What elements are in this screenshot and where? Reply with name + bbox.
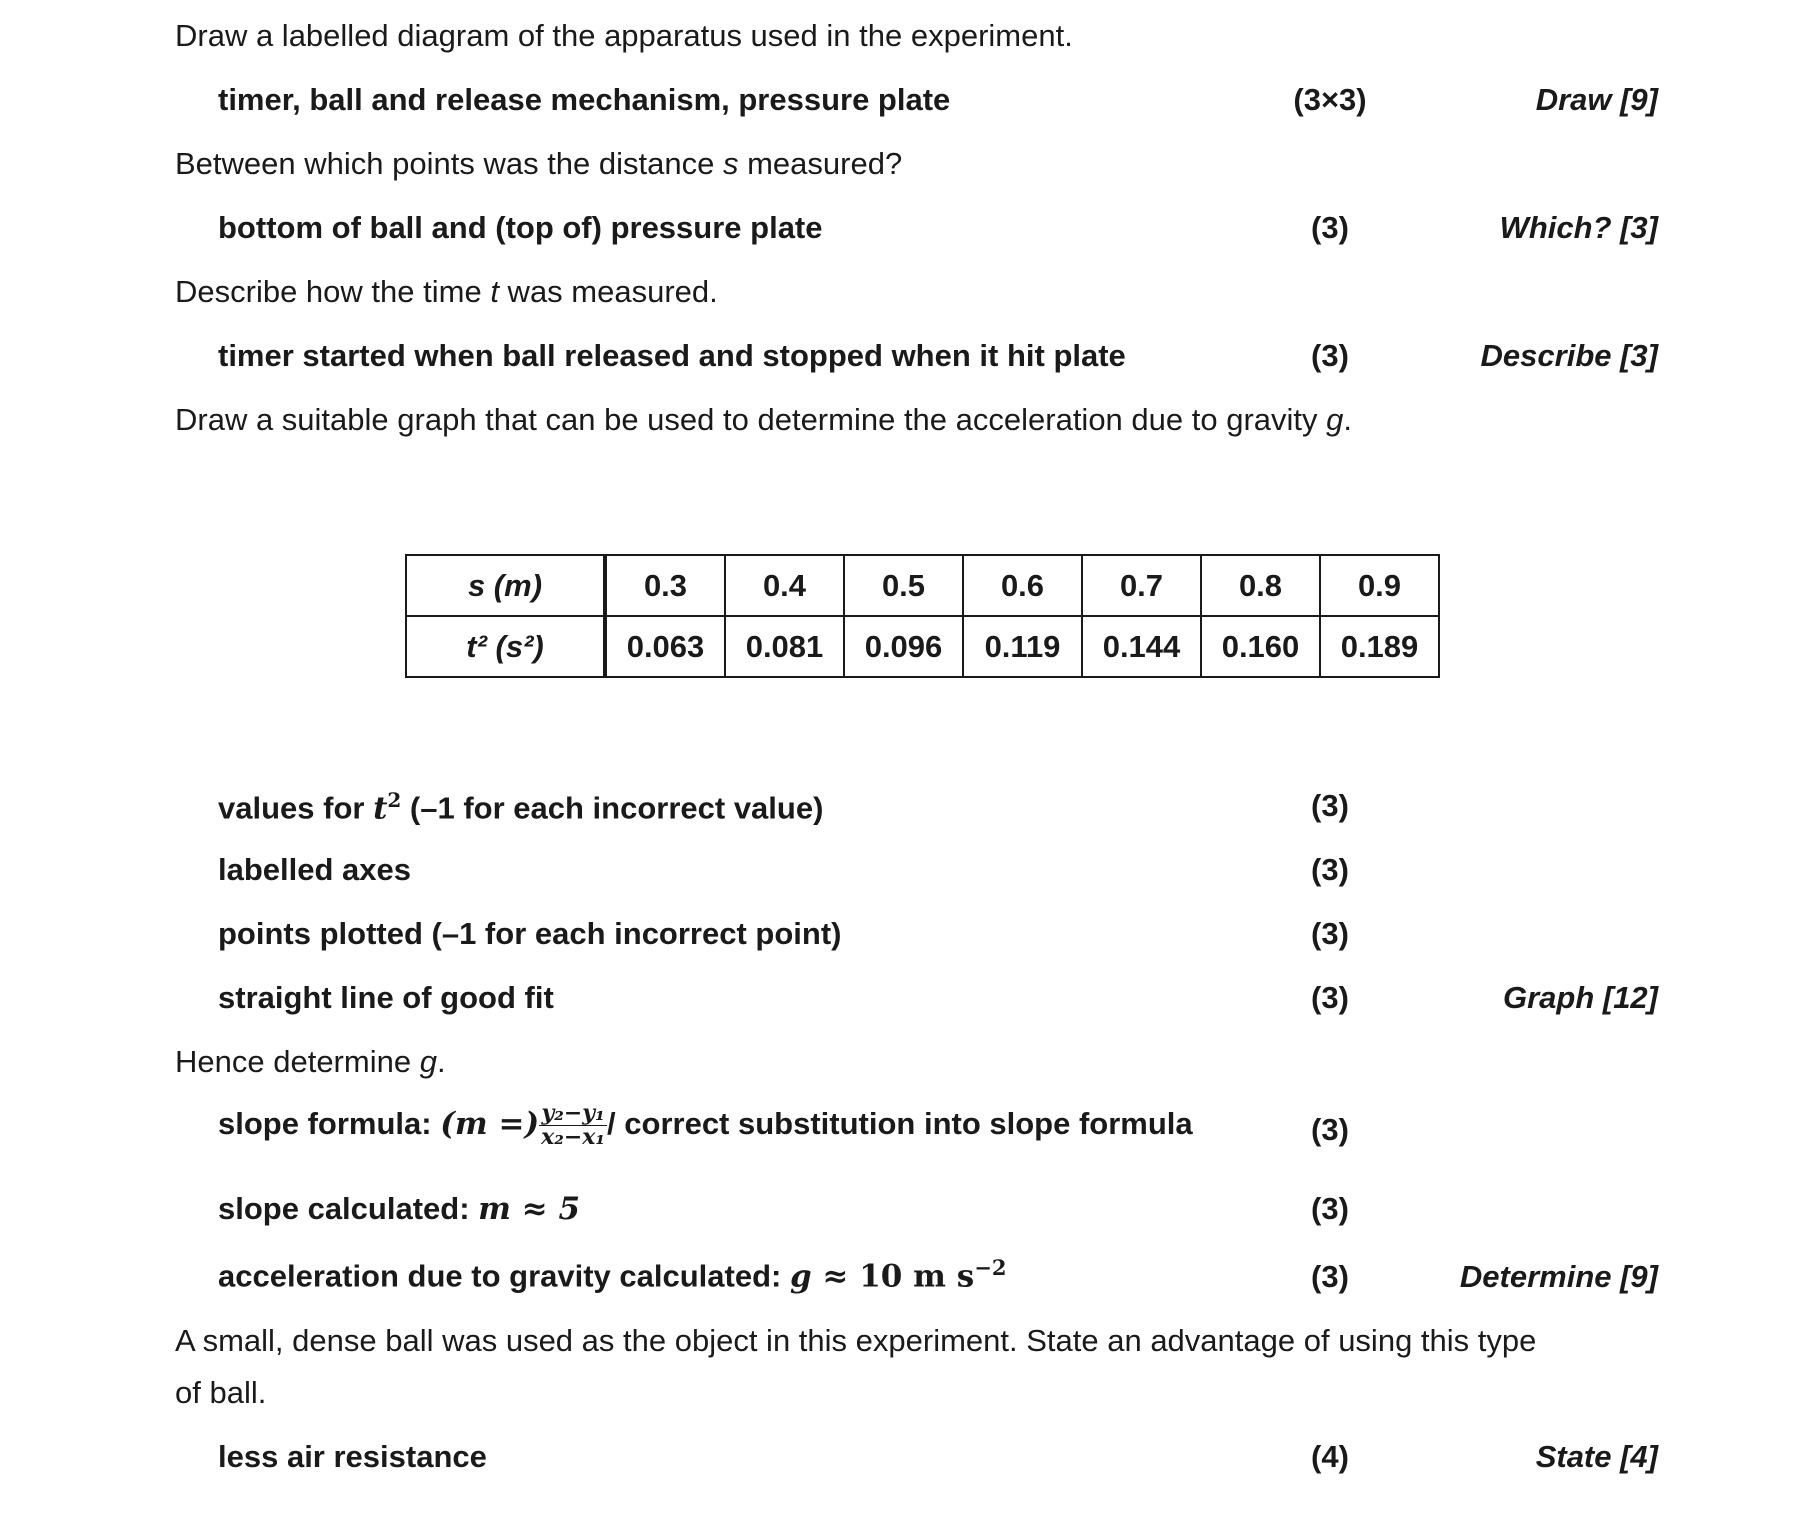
- answer-6-marks: (4): [1311, 1439, 1349, 1474]
- answer-2-marks: (3): [1311, 210, 1349, 245]
- question-5: Hence determine g.: [175, 1044, 446, 1079]
- answer-5-slope-formula-marks: (3): [1311, 1112, 1349, 1147]
- answer-4-points: points plotted (–1 for each incorrect point): [218, 916, 842, 951]
- answer-4-axes: labelled axes: [218, 852, 412, 887]
- answer-5-total: Determine [9]: [1459, 1259, 1658, 1294]
- table-cell: 0.4: [725, 555, 844, 616]
- answer-5-slope-calc: slope calculated: m ≈ 5: [218, 1191, 581, 1227]
- question-6-line-2: of ball.: [175, 1375, 267, 1410]
- answer-4-points-marks: (3): [1311, 916, 1349, 951]
- question-4: Draw a suitable graph that can be used to determine the acceleration due to gravity g.: [175, 402, 1353, 437]
- answer-2-total: Which? [3]: [1499, 210, 1658, 245]
- answer-6: less air resistance: [218, 1439, 487, 1474]
- question-6-line-1: A small, dense ball was used as the object in this experiment. State an advantage of using this type: [175, 1323, 1537, 1358]
- answer-4-line-marks: (3): [1311, 980, 1349, 1015]
- answer-1-marks: (3×3): [1293, 82, 1367, 117]
- answer-4-total: Graph [12]: [1502, 980, 1658, 1015]
- table-cell: 0.5: [844, 555, 963, 616]
- table-cell: 0.3: [605, 555, 725, 616]
- table-cell: 0.096: [844, 616, 963, 677]
- answer-2: bottom of ball and (top of) pressure plate: [218, 210, 823, 245]
- table-cell: 0.6: [963, 555, 1082, 616]
- question-2: Between which points was the distance s measured?: [175, 146, 903, 181]
- answer-3: timer started when ball released and stopped when it hit plate: [218, 338, 1126, 373]
- table-header-s: s (m): [406, 555, 605, 616]
- answer-4-values-marks: (3): [1311, 788, 1349, 823]
- table-cell: 0.8: [1201, 555, 1320, 616]
- table-cell: 0.144: [1082, 616, 1201, 677]
- answer-6-total: State [4]: [1535, 1439, 1658, 1474]
- question-3: Describe how the time t was measured.: [175, 274, 718, 309]
- answer-3-marks: (3): [1311, 338, 1349, 373]
- answer-1-total: Draw [9]: [1535, 82, 1658, 117]
- answer-4-values: values for $t^2$ (–1 for each incorrect value): [218, 788, 824, 827]
- answer-5-g-calc-marks: (3): [1311, 1259, 1349, 1294]
- data-table: [405, 554, 1440, 678]
- table-cell: 0.7: [1082, 555, 1201, 616]
- table-row-t2: [406, 616, 1439, 677]
- answer-4-line: straight line of good fit: [218, 980, 554, 1015]
- table-cell: 0.9: [1320, 555, 1439, 616]
- answer-5-slope-calc-marks: (3): [1311, 1191, 1349, 1226]
- answer-1: timer, ball and release mechanism, pressure plate: [218, 82, 951, 117]
- question-1: Draw a labelled diagram of the apparatus used in the experiment.: [175, 18, 1073, 53]
- answer-3-total: Describe [3]: [1480, 338, 1658, 373]
- answer-5-g-calc: acceleration due to gravity calculated: g ≈ 10 m $s^{-2}$: [218, 1255, 1007, 1295]
- table-cell: 0.081: [725, 616, 844, 677]
- table-header-t2: t² (s²): [406, 616, 605, 677]
- table-cell: 0.063: [605, 616, 725, 677]
- table-cell: 0.189: [1320, 616, 1439, 677]
- answer-5-slope-formula: slope formula: (m =) $\frac{\text{y₂−y₁}}{\text{x₂−x₁}}$ / correct substitution into slope formula: [218, 1100, 1193, 1151]
- answer-4-axes-marks: (3): [1311, 852, 1349, 887]
- table-cell: 0.119: [963, 616, 1082, 677]
- table-cell: 0.160: [1201, 616, 1320, 677]
- table-row-s: [406, 555, 1439, 616]
- slope-fraction: $\frac{\text{y₂−y₁}}{\text{x₂−x₁}}$: [541, 1100, 606, 1151]
